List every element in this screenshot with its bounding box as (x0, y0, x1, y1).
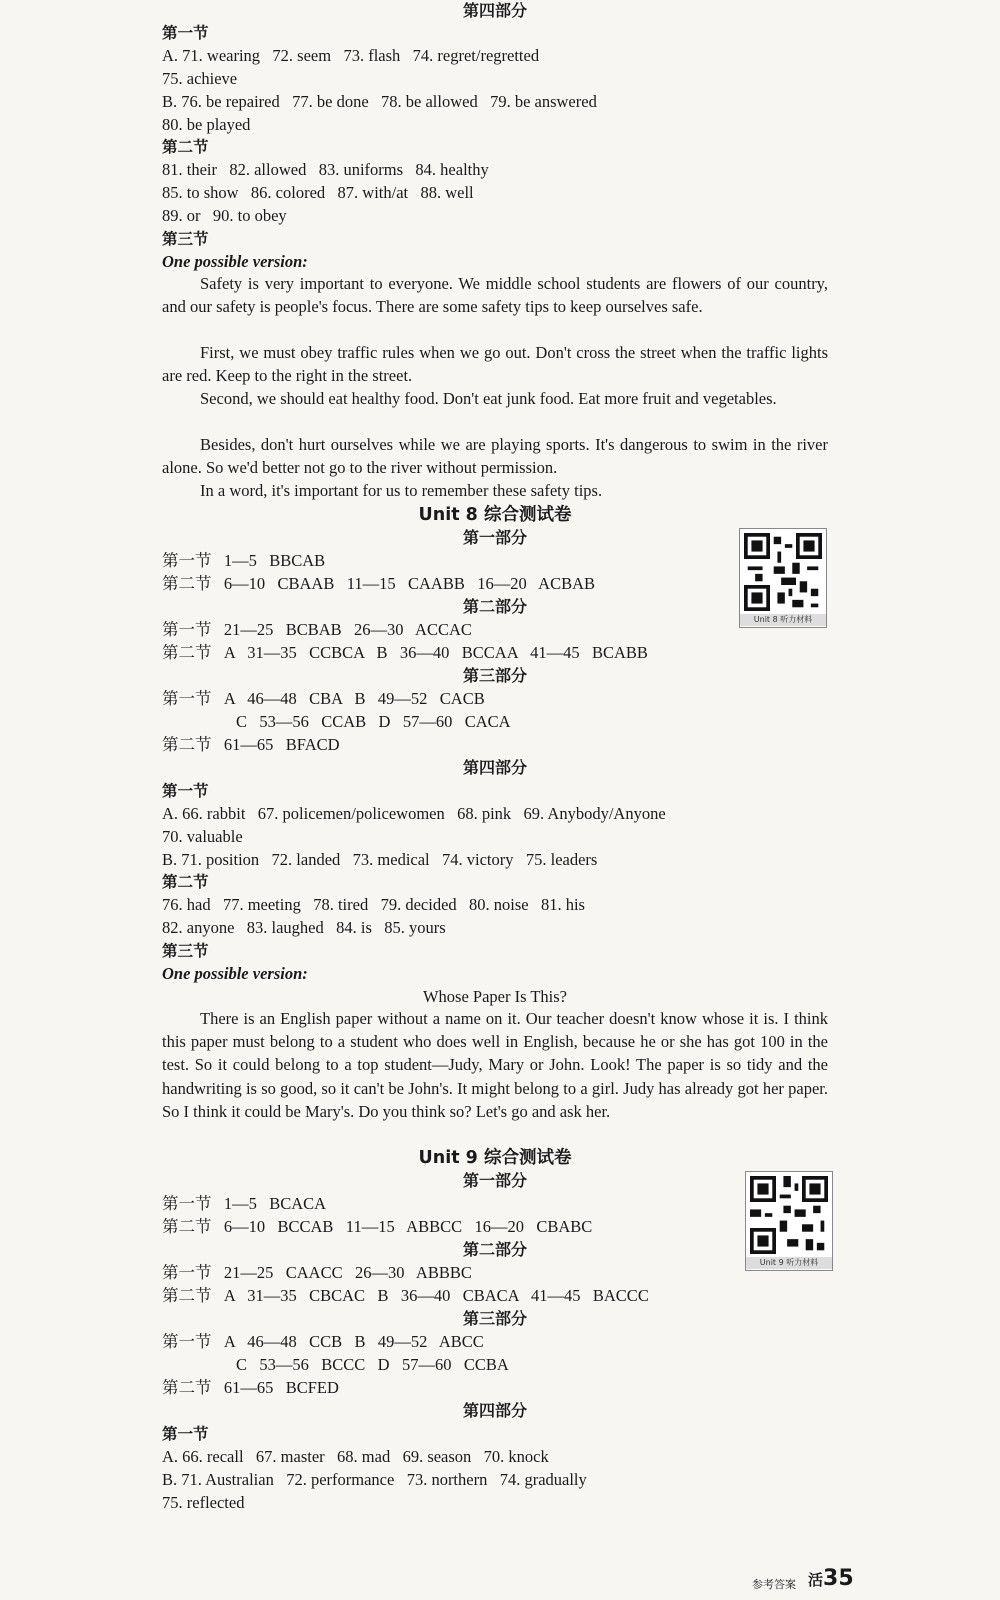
essay-paragraph: There is an English paper without a name on it. Our teacher doesn't know whose it is. I think this paper must belong to a student who does well in English, because he or she has got 100 in the test. So it could belong to a top student—Judy, Mary or John. Look! The paper is so tidy and the handwriting is so good, so it can't be John's. It might belong to a girl. Judy has already got her paper. So I think it could be Mary's. Do you think so? Let's go and ask her. (162, 1009, 828, 1121)
page-number (808, 1566, 854, 1591)
answer-line: 第二节 61—65 BFACD (162, 735, 340, 754)
answer-line: A. 66. recall 67. master 68. mad 69. season 70. knock (162, 1447, 549, 1466)
version-label: One possible version: (162, 964, 308, 983)
answer-line: 75. reflected (162, 1493, 245, 1512)
section-label: 第三节 (162, 942, 209, 960)
qr-caption: Unit 9 听力材料 (746, 1257, 832, 1269)
answer-line: 第二节 6—10 BCCAB 11—15 ABBCC 16—20 CBABC (162, 1217, 593, 1236)
answer-line: C 53—56 CCAB D 57—60 CACA (236, 712, 511, 731)
answer-line: A. 71. wearing 72. seem 73. flash 74. regret/regretted (162, 46, 540, 65)
answer-line: 89. or 90. to obey (162, 206, 287, 225)
part-header: 第二部分 (462, 597, 527, 616)
part-header: 第一部分 (462, 528, 527, 547)
answer-line: 第二节 6—10 CBAAB 11—15 CAABB 16—20 ACBAB (162, 574, 596, 593)
answer-line: 第一节 21—25 BCBAB 26—30 ACCAC (162, 620, 472, 639)
answer-line: B. 71. position 72. landed 73. medical 74. victory 75. leaders (162, 850, 598, 869)
answer-line: 82. anyone 83. laughed 84. is 85. yours (162, 918, 446, 937)
answer-line: 第一节 1—5 BBCAB (162, 551, 326, 570)
part-header: 第三部分 (462, 666, 527, 685)
answer-line: 81. their 82. allowed 83. uniforms 84. healthy (162, 160, 489, 179)
section-label: 第二节 (162, 138, 209, 156)
essay-paragraph: Safety is very important to everyone. We middle school students are flowers of our country, and our safety is people's focus. There are some safety tips to keep ourselves safe. (162, 274, 828, 317)
section-label: 第一节 (162, 782, 209, 800)
page-number-value: 35 (823, 1566, 854, 1591)
part-header: 第四部分 (462, 1401, 527, 1420)
unit9-title: Unit 9 综合测试卷 (418, 1148, 572, 1168)
answer-line: 第二节 A 31—35 CCBCA B 36—40 BCCAA 41—45 BCABB (162, 643, 648, 662)
brand-mark: 活 (808, 1571, 824, 1589)
section-label: 第一节 (162, 24, 209, 42)
answer-line: A. 66. rabbit 67. policemen/policewomen 68. pink 69. Anybody/Anyone (162, 804, 666, 823)
answer-line: 75. achieve (162, 69, 238, 88)
answer-line: 第二节 61—65 BCFED (162, 1378, 339, 1397)
part-header: 第一部分 (462, 1171, 527, 1190)
essay-paragraph: In a word, it's important for us to remember these safety tips. (200, 481, 603, 500)
part4-header: 第四部分 (462, 1, 527, 20)
part-header: 第三部分 (462, 1309, 527, 1328)
part-header: 第二部分 (462, 1240, 527, 1259)
essay-paragraph: First, we must obey traffic rules when we go out. Don't cross the street when the traffic lights are red. Keep to the right in the street. (162, 343, 828, 386)
section-label: 第二节 (162, 873, 209, 891)
part-header: 第四部分 (462, 758, 527, 777)
answer-line: 76. had 77. meeting 78. tired 79. decided 80. noise 81. his (162, 895, 585, 914)
section-label: 第一节 (162, 1425, 209, 1443)
unit8-title: Unit 8 综合测试卷 (418, 505, 572, 525)
answer-line: 85. to show 86. colored 87. with/at 88. well (162, 183, 474, 202)
qr-caption: Unit 8 听力材料 (740, 614, 826, 626)
essay-title: Whose Paper Is This? (422, 987, 568, 1006)
essay-paragraph: Besides, don't hurt ourselves while we are playing sports. It's dangerous to swim in the river alone. So we'd better not go to the river without permission. (162, 435, 828, 478)
answer-line: 70. valuable (162, 827, 243, 846)
answer-line: B. 71. Australian 72. performance 73. northern 74. gradually (162, 1470, 587, 1489)
footer-label: 参考答案 (752, 1578, 796, 1591)
answer-line: 第一节 21—25 CAACC 26—30 ABBBC (162, 1263, 472, 1282)
answer-line: 第一节 A 46—48 CBA B 49—52 CACB (162, 689, 485, 708)
section-label: 第三节 (162, 230, 209, 248)
essay-paragraph: Second, we should eat healthy food. Don't eat junk food. Eat more fruit and vegetables. (200, 389, 777, 408)
answer-line: B. 76. be repaired 77. be done 78. be allowed 79. be answered (162, 92, 597, 111)
version-label: One possible version: (162, 252, 308, 271)
answer-line: 第二节 A 31—35 CBCAC B 36—40 CBACA 41—45 BACCC (162, 1286, 649, 1305)
answer-line: 第一节 A 46—48 CCB B 49—52 ABCC (162, 1332, 484, 1351)
answer-line: 第一节 1—5 BCACA (162, 1194, 327, 1213)
answer-line: 80. be played (162, 115, 251, 134)
answer-line: C 53—56 BCCC D 57—60 CCBA (236, 1355, 509, 1374)
